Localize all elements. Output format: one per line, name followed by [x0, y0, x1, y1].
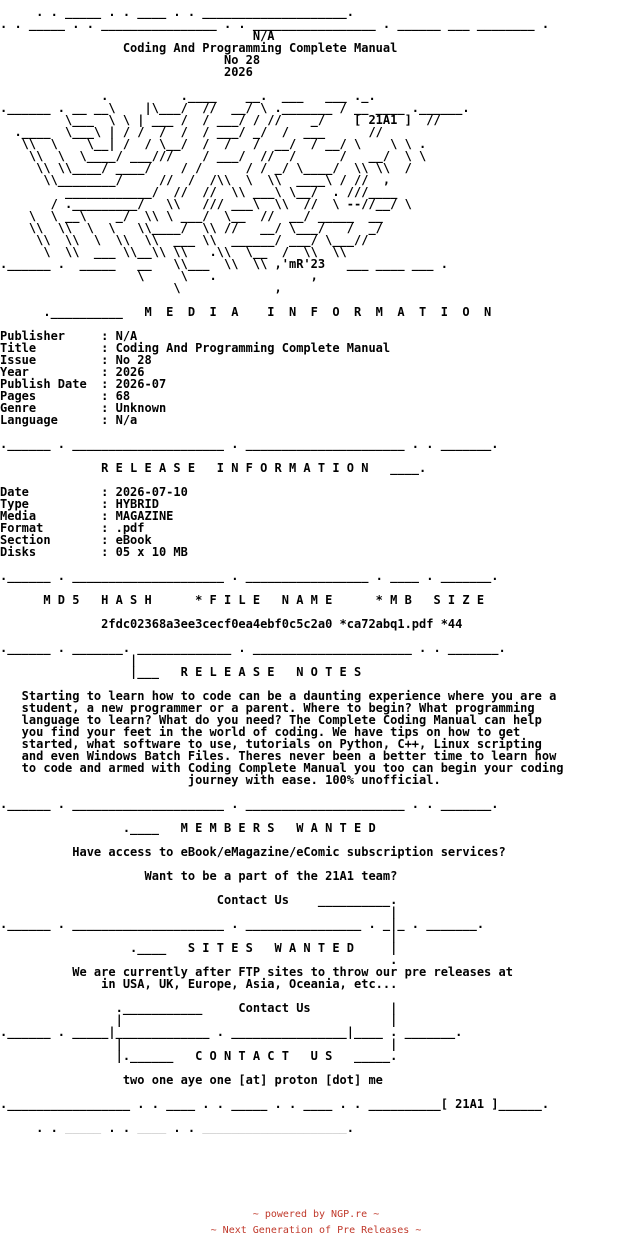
nfo-line: \ \\ ___ \\__\\ \\ .\\ \__ / \\ \\ [0, 245, 347, 259]
nfo-line: Media : MAGAZINE [0, 509, 174, 523]
nfo-line: We are currently after FTP sites to throw our pre releases at [0, 965, 513, 979]
nfo-line: | [0, 929, 398, 943]
nfo-line: | [0, 653, 138, 667]
nfo-line: \ , [0, 281, 282, 295]
nfo-line: .___________ Contact Us | [0, 1001, 398, 1015]
nfo-line: Title : Coding And Programming Complete Manual [0, 341, 391, 355]
nfo-line: M D 5 H A S H * F I L E N A M E * M B S I Z E [0, 593, 485, 607]
nfo-line: Language : N/a [0, 413, 138, 427]
nfo-line: . [0, 953, 398, 967]
nfo-line: |.______ C O N T A C T U S _____. [0, 1049, 398, 1063]
nfo-line: in USA, UK, Europe, Asia, Oceania, etc... [0, 977, 398, 991]
nfo-line: Starting to learn how to code can be a daunting experience where you are a [0, 689, 557, 703]
nfo-line: . .____ __. ___ ___ ._. [0, 89, 376, 103]
nfo-line: .______ . _____________________ . ________________ . _|_ . _______. [0, 917, 485, 931]
nfo-line: N/A [0, 29, 275, 43]
nfo-line: .______ . _____________________ . ______________________ . . _______. [0, 437, 499, 451]
nfo-line: Contact Us __________. [0, 893, 398, 907]
nfo-line: Disks : 05 x 10 MB [0, 545, 188, 559]
nfo-line: two one aye one [at] proton [dot] me [0, 1073, 383, 1087]
nfo-line: Pages : 68 [0, 389, 131, 403]
nfo-line: Section : eBook [0, 533, 152, 547]
nfo-text-block [0, 6, 632, 1134]
nfo-line: Type : HYBRID [0, 497, 159, 511]
nfo-line: .____ \___\ | / / / / / ___/ _/ / ___ // [0, 125, 383, 139]
nfo-line: Issue : No 28 [0, 353, 152, 367]
nfo-line: .______ . _____|_____________ . ________________|____ . _______. [0, 1025, 463, 1039]
nfo-line: \\ \\ \ \\ \\ ___ \\ ______/ ___/ \___// [0, 233, 369, 247]
nfo-line: 2fdc02368a3ee3cecf0ea4ebf0c5c2a0 *ca72abq1.pdf *44 [0, 617, 463, 631]
nfo-line: .______ . _____________________ . _________________ . ____ . _______. [0, 569, 499, 583]
nfo-line: .______ . _____ __ \\___ \\ \\ ,'mR'23 ___ ____ ___ . [0, 257, 448, 271]
nfo-line: .______ . _______. _____________ . ______________________ . . _______. [0, 641, 506, 655]
nfo-line: \ \ . , [0, 269, 318, 283]
nfo-line: started, what software to use, tutorials on Python, C++, Linux scripting [0, 737, 542, 751]
nfo-line: Genre : Unknown [0, 401, 167, 415]
tagline-text: ~ Next Generation of Pre Releases ~ [210, 1225, 422, 1236]
nfo-line: Publisher : N/A [0, 329, 138, 343]
nfo-line: . . _____ . . ________________ . . _________________ . ______ ___ ________ . [0, 17, 550, 31]
nfo-line: .____ S I T E S W A N T E D | [0, 941, 398, 955]
nfo-line: ____________/ // // \\ ___\ \__/ . ///____ [0, 185, 398, 199]
nfo-line: .____ M E M B E R S W A N T E D [0, 821, 376, 835]
nfo-line: \\ \ \__| / / \__/ / / / __/ / __/ \ \ \ . [0, 137, 427, 151]
nfo-line: Year : 2026 [0, 365, 145, 379]
powered-by-text: ~ powered by NGP.re ~ [252, 1209, 380, 1220]
nfo-line: Want to be a part of the 21A1 team? [0, 869, 398, 883]
nfo-line: Date : 2026-07-10 [0, 485, 188, 499]
nfo-line: to code and armed with Coding Complete Manual you too can begin your coding [0, 761, 564, 775]
nfo-line: Format : .pdf [0, 521, 145, 535]
nfo-line: / ._________/ \\ /// ___\ \\ // \ --//__/ \ [0, 197, 412, 211]
nfo-line: you find your feet in the world of coding. We have tips on how to get [0, 725, 521, 739]
nfo-line: and even Windows Batch Files. Theres never been a better time to learn how [0, 749, 557, 763]
nfo-line: \\ \\____/ ____/ / / / / _/ \____/ \\ \\ / [0, 161, 412, 175]
nfo-line: .______ . _____________________ . ______________________ . . _______. [0, 797, 499, 811]
nfo-line: language to learn? What do you need? The Complete Coding Manual can help [0, 713, 542, 727]
nfo-line: 2026 [0, 65, 253, 79]
nfo-line: . . _____ . . ____ . . ____________________. [0, 1121, 355, 1134]
nfo-line: student, a new programmer or a parent. Where to begin? What programming [0, 701, 535, 715]
nfo-line: journey with ease. 100% unofficial. [0, 773, 441, 787]
nfo-line: | | [0, 1013, 398, 1027]
nfo-line: Coding And Programming Complete Manual [0, 41, 398, 55]
nfo-line: Publish Date : 2026-07 [0, 377, 167, 391]
footer [0, 1207, 632, 1239]
nfo-line: \___ \ \ | ___ / / ___/ / // _/ [ 21A1 ] // [0, 113, 441, 127]
nfo-line: Have access to eBook/eMagazine/eComic subscription services? [0, 845, 506, 859]
nfo-line: \ \ __\ _/ \\ \ ___/ \__ // __/ _____ __ [0, 209, 383, 223]
nfo-line: \\ \ \____/ ___/// / ___/ // / / __/ \ \ [0, 149, 427, 163]
nfo-line: | | [0, 1037, 398, 1051]
nfo-line: | [0, 905, 398, 919]
nfo-line: No 28 [0, 53, 261, 67]
nfo-line: . . _____ . . ____ . . ____________________. [0, 6, 355, 19]
nfo-line: \\________/ // / /\\ \ \\ ____\ / // , [0, 173, 391, 187]
nfo-line: .______ . __ __\ |\___/ // __/ \ ._______ / __ ____ .______. [0, 101, 470, 115]
nfo-line: R E L E A S E I N F O R M A T I O N ____. [0, 461, 427, 475]
nfo-line: .__________ M E D I A I N F O R M A T I O N [0, 305, 492, 319]
nfo-line: |___ R E L E A S E N O T E S [0, 665, 362, 679]
nfo-line: ._________________ . . ____ . . _____ . . ____ . . __________[ 21A1 ]______. [0, 1097, 550, 1111]
nfo-line: \\ \\ \ \ \\____/ \\ // __/ \___/ / _/ [0, 221, 383, 235]
